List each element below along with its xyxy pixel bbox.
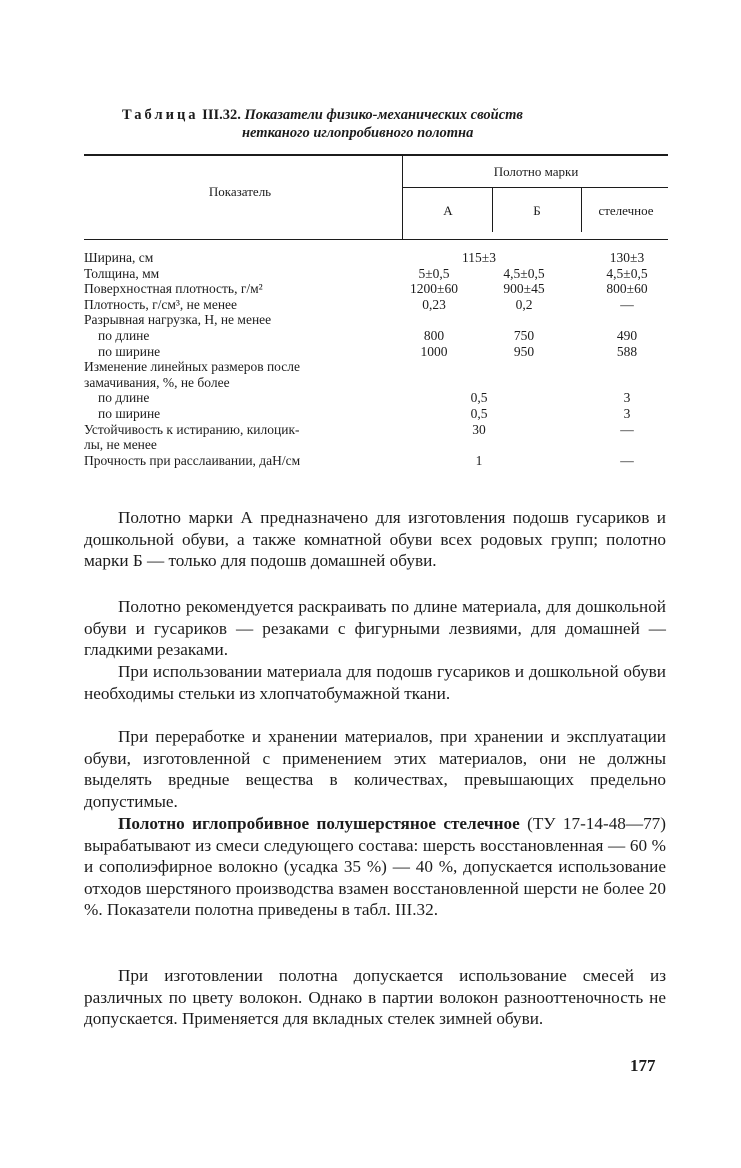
value-a: 1200±60 [410, 281, 458, 297]
table-row [84, 406, 674, 422]
row-label: Устойчивость к истиранию, килоцик- [84, 421, 300, 437]
header-col-a: А [443, 203, 453, 218]
value-a-b: 0,5 [470, 405, 488, 421]
header-group: Полотно марки [493, 164, 579, 179]
value-a-b: 0,5 [470, 390, 488, 406]
value-stelechnoe: 490 [616, 327, 638, 343]
value-b: 950 [513, 343, 535, 359]
value-a: 0,23 [422, 296, 446, 312]
value-b: 900±45 [503, 281, 545, 297]
table-row [84, 266, 674, 282]
value-stelechnoe: 588 [616, 343, 638, 359]
caption-label: Таблица [122, 107, 199, 123]
header-bottom-rule [84, 239, 668, 240]
row-label: Толщина, мм [84, 265, 160, 281]
value-b: 0,2 [515, 296, 533, 312]
paragraph-4: При переработке и хранении материалов, при хранении и эксплуатации обуви, изготовленной с применением этих материалов, они не должны выделять вредные вещества в количествах, превышающих предельно допустимые. [84, 727, 666, 811]
value-a-b: 1 [475, 452, 483, 468]
value-a: 800 [423, 327, 445, 343]
table-row [84, 281, 674, 297]
table-row [84, 344, 674, 360]
row-label: Изменение линейных размеров после [84, 359, 300, 375]
value-a-b: 115±3 [462, 250, 496, 265]
col-divider-b-s [581, 188, 582, 232]
table-body [84, 250, 674, 468]
row-label: лы, не менее [84, 437, 157, 453]
paragraph-2: Полотно рекомендуется раскраивать по длине материала, для дошкольной обуви и гусариков — резаками с фигурными лезвиями, для домашней — гладкими резаками. [84, 597, 666, 660]
value-a: 1000 [420, 343, 448, 359]
page-number: 177 [630, 1056, 656, 1075]
row-label: Ширина, см [84, 250, 154, 265]
header-vertical-rule [402, 155, 403, 240]
group-underline-rule [403, 187, 668, 188]
paragraph-5-lead: Полотно иглопробивное полушерстяное стелечное [118, 814, 520, 833]
table-row [84, 328, 674, 344]
row-label: по ширине [98, 405, 161, 421]
value-stelechnoe: — [620, 421, 634, 437]
caption-title-line1: Показатели физико-механических свойств [244, 107, 523, 123]
value-stelechnoe: 4,5±0,5 [606, 265, 648, 281]
table-row [84, 422, 674, 438]
caption-number: III.32. [202, 107, 241, 123]
value-stelechnoe: 800±60 [606, 281, 648, 297]
row-label: по ширине [98, 343, 161, 359]
caption-title-line2: нетканого иглопробивного полотна [242, 125, 474, 141]
value-stelechnoe: 3 [623, 405, 631, 421]
row-label: Разрывная нагрузка, Н, не менее [84, 312, 272, 328]
value-stelechnoe: — [620, 296, 634, 312]
table-caption [122, 106, 682, 142]
header-col-s: стелечное [598, 203, 654, 218]
paragraph-3: При использовании материала для подошв гусариков и дошкольной обуви необходимы стельки из хлопчатобумажной ткани. [84, 662, 666, 703]
row-label: Поверхностная плотность, г/м² [84, 281, 263, 297]
value-stelechnoe: — [620, 452, 634, 468]
row-label: по длине [98, 390, 150, 406]
table-row [84, 453, 674, 469]
table-row [84, 297, 674, 313]
value-a: 5±0,5 [418, 265, 450, 281]
table-row [84, 250, 674, 266]
header-indicator: Показатель [208, 184, 272, 199]
row-label: Плотность, г/см³, не менее [84, 296, 238, 312]
value-a-b: 30 [472, 421, 486, 437]
value-stelechnoe: 3 [623, 390, 631, 406]
table-row [84, 390, 674, 406]
row-label: замачивания, %, не более [84, 374, 230, 390]
table-top-rule [84, 154, 668, 156]
paragraph-5-text: (ТУ 17-14-48—77) вырабатывают из смеси следующего состава: шерсть восстановленная — 60 % и сополиэфирное волокно (усадка 35 %) — 40 %, допускается использование отходов шерстяного производства взамен восстановленной шерсти не более 20 %. Показатели полотна приведены в табл. III.32. [84, 814, 666, 920]
paragraph-5 [84, 813, 666, 921]
paragraph-1: Полотно марки А предназначено для изготовления подошв гусариков и дошкольной обуви, а также комнатной обуви всех родовых групп; полотно марки Б — только для подошв домашней обуви. [84, 508, 666, 571]
table-row [84, 437, 674, 453]
value-stelechnoe: 130±3 [609, 250, 645, 265]
row-label: по длине [98, 327, 150, 343]
table-row [84, 359, 674, 375]
table-row [84, 312, 674, 328]
header-col-b: Б [533, 203, 541, 218]
col-divider-a-b [492, 188, 493, 232]
row-label: Прочность при расслаивании, даН/см [84, 452, 301, 468]
paragraph-6: При изготовлении полотна допускается использование смесей из различных по цвету волокон. Однако в партии волокон разнооттеночность не допускается. Применяется для вкладных стелек зимней обуви. [84, 966, 666, 1029]
value-b: 750 [513, 327, 535, 343]
value-b: 4,5±0,5 [503, 265, 545, 281]
table-row [84, 375, 674, 391]
